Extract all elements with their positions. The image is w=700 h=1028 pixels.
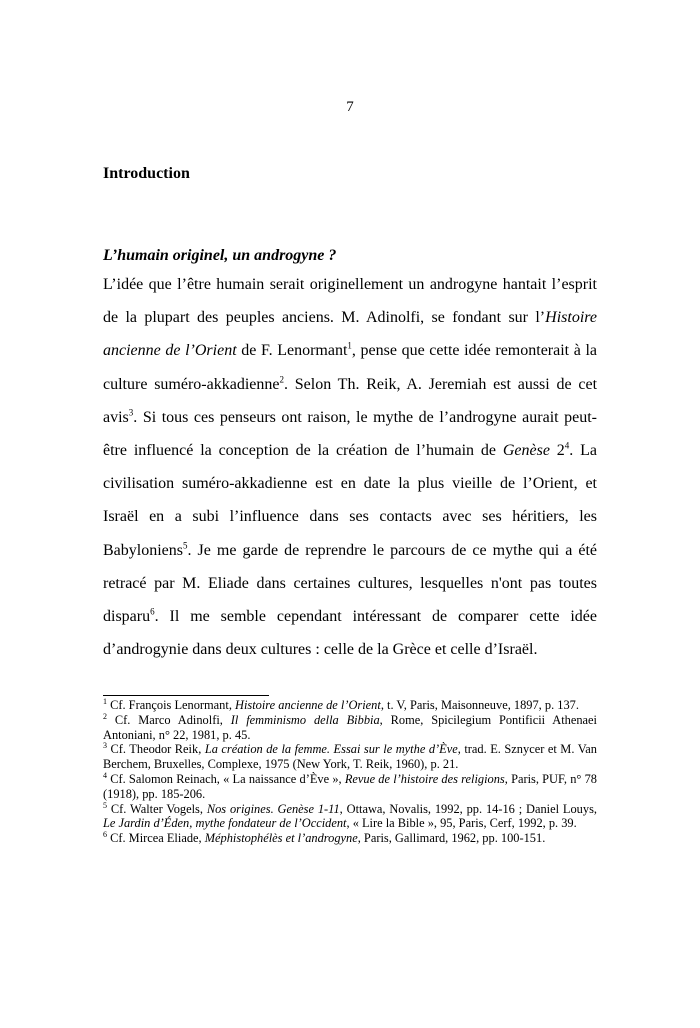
page-number: 7 <box>346 99 354 115</box>
text-run: . Si tous ces penseurs ont raison, le mythe de l’androgyne aurait peut-être influencé la conception de la création de l’humain de <box>103 408 597 460</box>
text-run: Cf. François Lenormant, <box>107 698 236 712</box>
footnote-6 <box>103 831 597 846</box>
footnote-ref-5[interactable]: 5 <box>183 540 188 551</box>
text-run: , Paris, Gallimard, 1962, pp. 100-151. <box>357 831 546 846</box>
footnote-ref-4[interactable]: 4 <box>564 440 570 451</box>
italic-title: Revue de l’histoire des religions <box>344 771 505 786</box>
footnote-ref-6[interactable]: 6 <box>150 606 155 617</box>
text-run: , t. V, Paris, Maisonneuve, 1897, p. 137. <box>380 698 579 712</box>
footnotes <box>103 698 597 846</box>
italic-title: Méphistophélès et l’androgyne <box>204 831 358 846</box>
italic-title: Histoire ancienne de l’Orient <box>235 698 381 712</box>
footnote-4 <box>103 772 597 802</box>
text-run: , pense que cette idée remonterait à la culture suméro-akkadienne <box>103 342 597 393</box>
footnote-ref-1[interactable]: 1 <box>347 341 352 352</box>
subsection-heading: L’humain originel, un androgyne ? <box>103 247 337 264</box>
text-run: , « Lire la Bible », 95, Paris, Cerf, 1992, p. 39. <box>346 816 577 831</box>
text-run: . La civilisation suméro-akkadienne est en date la plus vieille de l’Orient, et Israël en a subi l’influence dans ses contacts avec ses héritiers, les Babyloniens <box>103 442 598 559</box>
italic-title: La création de la femme. Essai sur le mythe d’Ève <box>204 742 458 757</box>
text-run: Cf. Marco Adinolfi, <box>107 712 231 727</box>
text-run: Cf. Salomon Reinach, « La naissance d’Ève », <box>107 771 345 786</box>
text-run: de F. Lenormant <box>236 342 348 360</box>
footnote-number: 5 <box>103 800 107 810</box>
body-paragraph <box>103 268 597 666</box>
footnote-1 <box>103 698 597 713</box>
footnote-number: 2 <box>103 711 107 721</box>
text-run: , Paris, PUF, n° 78 (1918), pp. 185-206. <box>103 771 597 801</box>
italic-title: Le Jardin d’Éden, mythe fondateur de l’Occident <box>103 816 347 831</box>
footnote-5 <box>103 802 597 832</box>
text-run: L’idée que l’être humain serait originellement un androgyne hantait l’esprit de la plupart des peuples anciens. M. Adinolfi, se fondant sur l’ <box>103 276 597 327</box>
section-heading: Introduction <box>103 165 190 182</box>
italic-title: Nos origines. Genèse 1-11 <box>206 801 340 816</box>
footnote-3 <box>103 742 597 772</box>
paragraph-text <box>103 268 597 666</box>
text-run: Cf. Walter Vogels, <box>107 801 207 816</box>
footnote-ref-2[interactable]: 2 <box>279 374 284 385</box>
text-run: . Il me semble cependant intéressant de comparer cette idée d’androgynie dans deux cultures : celle de la Grèce et celle d’Israël. <box>103 608 597 659</box>
text-run: Cf. Mircea Eliade, <box>107 831 205 846</box>
footnote-ref-3[interactable]: 3 <box>128 407 134 418</box>
italic-title: Il femminismo della Bibbia <box>230 712 380 727</box>
footnote-2 <box>103 713 597 743</box>
footnote-number: 3 <box>103 741 107 751</box>
text-run: , Rome, Spicilegium Pontificii Athenaei Antoniani, n° 22, 1981, p. 45. <box>103 712 598 742</box>
italic-title: Histoire ancienne de l’Orient <box>103 309 597 360</box>
italic-title: Genèse <box>502 442 550 460</box>
text-run: . Je me garde de reprendre le parcours de ce mythe qui a été retracé par M. Eliade dans certaines cultures, lesquelles n'ont pas toutes disparu <box>103 541 597 626</box>
footnote-separator <box>103 695 269 696</box>
text-run: , Ottawa, Novalis, 1992, pp. 14-16 ; Daniel Louys, <box>339 801 597 816</box>
text-run: 2 <box>549 442 565 460</box>
text-run: Cf. Theodor Reik, <box>107 742 205 757</box>
text-run: . Selon Th. Reik, A. Jeremiah est aussi de cet avis <box>103 375 598 426</box>
footnote-number: 6 <box>103 830 107 840</box>
text-run: , trad. E. Sznycer et M. Van Berchem, Bruxelles, Complexe, 1975 (New York, T. Reik, 1960), p. 21. <box>103 742 597 772</box>
footnote-number: 4 <box>103 770 107 780</box>
footnote-number: 1 <box>103 696 107 706</box>
